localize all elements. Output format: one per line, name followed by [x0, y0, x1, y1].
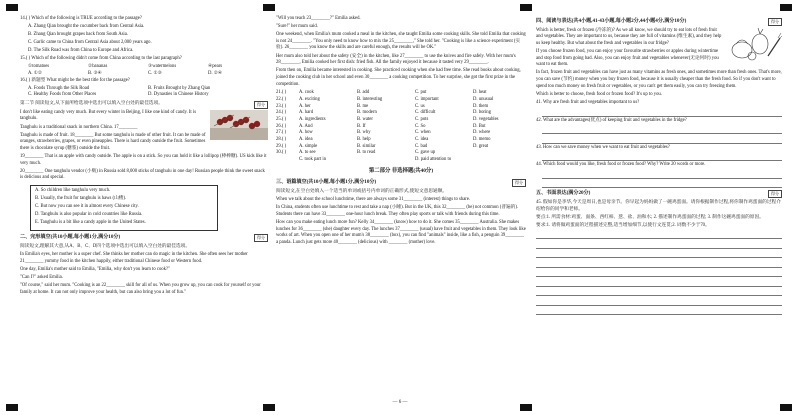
registration-mark	[520, 4, 532, 11]
option-cell: B. interesting	[357, 96, 383, 102]
q16-options-row2	[20, 92, 268, 99]
option-d: D. Dynasties in Chinese History	[148, 92, 209, 98]
question-number: 27.( )	[276, 130, 287, 136]
question-number: 22.( )	[276, 96, 287, 102]
registration-mark	[520, 404, 532, 411]
option-cell: C. gave up	[415, 150, 436, 156]
question-number: 29.( )	[276, 143, 287, 149]
passage-paragraph: In Emilia's eyes, her mother is a super chef. She thinks her mother can do magic in the kitchen. She often sees her mother 21________ yummy food in the kitchen happily, either traditional Chinese food or Western food.	[20, 252, 248, 264]
option-c: C. Healthy Foods from Other Places	[28, 92, 97, 98]
option-cell: B. similar	[357, 143, 376, 149]
item: ①tomatoes	[28, 64, 50, 70]
option-a: A. ①②	[28, 71, 43, 77]
passage-paragraph: 19________ That is an apple with candy outside. The apple is on a stick. So you can hold it like a lollipop (棒棒糖). US kids like it very much.	[20, 154, 267, 166]
item: ③watermelons	[148, 64, 177, 70]
tanghulu-photo	[210, 110, 268, 140]
cloze-options-grid	[276, 90, 526, 163]
question-number: 21.( )	[276, 90, 287, 96]
option-cell: D. where	[473, 130, 491, 136]
registration-mark	[263, 404, 275, 411]
option-cell: D. memo	[473, 136, 491, 142]
option-cell: A. simple	[299, 143, 318, 149]
section-2-header	[20, 101, 268, 108]
passage-paragraph: Tanghulu is a traditional snack in northern China. 17________	[20, 124, 138, 130]
option-cell: A. exciting	[299, 96, 320, 102]
registration-mark	[6, 4, 18, 11]
question-number	[276, 157, 299, 164]
passage-paragraph: "Will you teach 23________?" Emilia asked.	[276, 16, 361, 21]
option-cell: A. to see	[299, 150, 316, 156]
q16-options-row1	[20, 86, 268, 93]
option-e: E. Tanghulu is a bit like a candy apple in the United States.	[35, 220, 146, 226]
options-box	[30, 185, 218, 231]
registration-mark	[780, 404, 792, 411]
option-cell: C. took part in	[299, 157, 327, 162]
option-cell: D. paid attention to	[415, 157, 452, 162]
score-box: 得分	[254, 234, 268, 242]
writing-line[interactable]	[536, 250, 782, 259]
passage-paragraph: "Of course," said her mum. "Cooking is an 22________ skill for all of us. When you grow up, you can cook for yourself or your family at home. It can not only improve your health, but can also bring you a lot of fun."	[20, 282, 261, 295]
passage-paragraph: "Can I?" asked Emilia.	[20, 274, 63, 280]
writing-requirements: 要点:1. 所需食材:鸡蛋、面条、西红柿、葱、盐、油和水; 2. 描述制作鸡蛋面的过程; 3. 制作这碗鸡蛋面的原因。	[536, 214, 764, 220]
option-a: A. So children like tanghulu very much.	[35, 188, 111, 194]
passage-paragraph: "Sure!" her mum said.	[276, 24, 318, 30]
option-cell: A. cook	[299, 90, 314, 96]
item: ②bananas	[88, 64, 108, 70]
option-cell: A. her	[299, 103, 311, 109]
option-cell: B. why	[357, 130, 371, 136]
section-title: 二、完形填空(共10小题,每小题1分,满分10分)	[20, 234, 121, 241]
passage-paragraph: How can you make eating lunch more fun? Kelly 34________ (know) how to do it. She comes 35________ Australia. She makes lunches for 36________ (she) daughter every day. The lunches 37________ (usual) have fruit and vegetables in them. They look like works of art. When you open one of her mum's 38________ (box), you can find "animals" inside, like a fish, a penguin 39________ a panda. Lunch just gets more 40________ (delicious) with ________ (mother) love.	[276, 219, 526, 245]
item: ④pears	[208, 64, 223, 70]
option-cell: C. difficult	[415, 110, 436, 116]
section-title: 三、语篇填空(共10小题,每小题1分,满分10分)	[276, 179, 377, 186]
passage-paragraph: Her mum also told her about the safety (安全) in the kitchen, like 27________ to use the knives and fire safely. With her mum's 28________, Emilia cooked her first dish: fried fish. All the family enjoyed it because it tasted very 29________.	[276, 53, 516, 66]
section-title: 第二节 阅读短文,从下面所给选项中选出可以填入空白处的最佳选项。	[20, 101, 163, 107]
option-cell: B. modern	[357, 110, 377, 116]
passage-paragraph: One weekend, when Emilia's mum cooked a meal in the kitchen, she taught Emilia some cooking skills. She told Emilia that cooking is not 24________. "You only need to know how to mix the 25________," She told her. "Cooking is like a science experiment (实验). 26________ you know the skills and are careful enough, the results will be OK."	[276, 32, 526, 51]
question-43: 43. How can we save money when we want to eat fruit and vegetables?	[536, 144, 670, 150]
score-box: 得分	[512, 179, 526, 187]
option-cell: C. when	[415, 130, 431, 136]
section-3-header	[276, 179, 526, 187]
option-c: C. Garlic came to China from Central Asia about 2,000 years ago.	[28, 40, 152, 46]
question-16: 16.( ) 新题型 What might be the best title for the passage?	[20, 77, 130, 83]
option-cell: C. us	[415, 103, 425, 109]
registration-mark	[6, 404, 18, 411]
question-number: 28.( )	[276, 136, 287, 142]
option-b: B. Zhang Qian brought grapes back from South Asia.	[28, 32, 128, 38]
part-2-title: 第二部分 非选择题(共40分)	[368, 167, 434, 174]
writing-line[interactable]	[536, 240, 782, 249]
column-left	[20, 16, 268, 298]
option-cell: A. how	[299, 130, 313, 136]
passage-paragraph: From then on, Emilia became interested in cooking. She practiced cooking when she had free time. She read books about cooking, joined the cooking club in her school and even 30________ a cooking competition. To her surprise, she got the first prize in the competition.	[276, 68, 521, 87]
q15-items	[20, 64, 268, 71]
option-cell: C. put	[415, 90, 427, 96]
option-cell: B. to read	[357, 150, 376, 156]
score-box: 得分	[768, 18, 782, 26]
section-4-header	[536, 18, 782, 26]
writing-line[interactable]	[536, 231, 782, 240]
writing-prompt: 45. 假如你是李华,今天是周日,也是母亲节。你早起为妈妈做了一碗鸡蛋面。请你根据制作过程,将你制作鸡蛋面的过程介绍给你的同学和老师。	[536, 199, 781, 212]
option-cell	[473, 150, 523, 157]
passage-paragraph: One day, Emilia's mother said to Emilia, "Emilia, why don't you learn to cook?"	[20, 266, 170, 272]
section-5-header	[536, 190, 782, 198]
option-cell: C. idea	[415, 136, 429, 142]
column-middle	[276, 16, 526, 248]
passage-paragraph: I don't like eating candy very much. But every winter in Beijing, I like one kind of candy. It is tanghulu.	[20, 109, 197, 122]
passage-paragraph: In China, students often use lunchtime to rest and take a nap (小睡). But in the UK, this 32________ (be) not common (普遍的). Students there can have 33________ one-hour lunch break. They often play sports or talk with friends during this time.	[276, 205, 519, 217]
option-d: D. The Silk Road was from China to Europe and Africa.	[28, 48, 134, 54]
option-cell: A. ingredients	[299, 116, 326, 122]
option-cell: A. hard	[299, 110, 314, 116]
option-cell: B. If	[357, 123, 366, 129]
answer-line[interactable]	[542, 126, 782, 135]
answer-line[interactable]	[542, 180, 782, 189]
page-number: — 6 —	[392, 400, 408, 405]
answer-line[interactable]	[542, 135, 782, 144]
cloze-header	[20, 234, 268, 242]
question-14: 14.( ) Which of the following is TRUE according to the passage?	[20, 16, 142, 21]
option-cell: C. pots	[415, 116, 429, 122]
option-cell: A. idea	[299, 136, 313, 142]
question-15: 15.( ) Which of the following didn't come from China according to the last paragraph?	[20, 56, 182, 62]
option-cell: D. vegetables	[473, 116, 499, 122]
vegetables-illustration	[728, 26, 782, 62]
option-cell	[357, 157, 415, 164]
q15-choices	[20, 71, 268, 78]
passage-paragraph: When we talk about the school lunchtime, there are always some 31________ (interest) things to share.	[276, 197, 471, 203]
column-right	[536, 16, 782, 316]
passage-paragraph: 20________ One tanghulu vendor (小贩) in Russia sold 8,000 sticks of tanghulu in one day! Russian people think the sweet snack is delicious and special.	[20, 168, 265, 181]
option-cell: D. great	[473, 143, 489, 149]
registration-mark	[780, 4, 792, 11]
option-cell: D. them	[473, 103, 489, 109]
option-cell: B. water	[357, 116, 373, 122]
option-cell: C. important	[415, 96, 439, 102]
option-b: B. ③④	[88, 71, 102, 77]
passage-paragraph: If you choose frozen food, you can enjoy your favourite strawberries or apples during wintertime and stop food from going bad. Also, you can enjoy fruit and vegetables whenever(无论何时) you want to eat them.	[536, 49, 719, 68]
passage-paragraph: Which is better, fresh or frozen (冷冻的)? As we all know, we should try to eat lots of fresh fruit and vegetables. They are important to us, because they are full of vitamins (维生素), and they help us keep healthy. But what about the fresh and vegetables in our fridge?	[536, 27, 722, 47]
option-a: A. Foods Through the Silk Road	[28, 85, 90, 91]
option-a: A. Zhang Qian brought the cucumber back from Central Asia.	[28, 24, 145, 30]
option-cell: B. help	[357, 136, 371, 142]
question-number: 23.( )	[276, 103, 287, 109]
option-cell: C. bad	[415, 143, 428, 149]
question-number: 24.( )	[276, 110, 287, 116]
option-cell: D. But	[473, 123, 486, 129]
section-instruction: 阅读短文,理解其大意,从A、B、C、D四个选项中选出可以填入空白处的最佳选项。	[20, 244, 191, 250]
option-cell	[473, 157, 523, 164]
option-cell: B. add	[357, 90, 370, 96]
answer-line[interactable]	[542, 108, 782, 117]
passage-paragraph: Which is better to choose, fresh food or frozen food? It's up to you.	[536, 91, 662, 97]
writing-line[interactable]	[536, 259, 782, 268]
writing-notes: 要求:1. 请将做鸡蛋面的过程描述完整,适当增加细节,以使行文连贯;2. 词数不少于70。	[536, 222, 710, 228]
writing-line[interactable]	[536, 307, 782, 316]
option-cell: C. So	[415, 123, 426, 129]
answer-line[interactable]	[542, 170, 782, 179]
option-c: C. But now you can see it in almost every Chinese city.	[35, 204, 139, 210]
option-cell: D. unusual	[473, 96, 494, 102]
option-cell: D. boring	[473, 110, 491, 116]
registration-mark	[263, 4, 275, 11]
passage-paragraph: In fact, frozen fruit and vegetables can have just as many vitamins as fresh ones, and sometimes more than fresh ones. That's more, you can save (节约) money when you buy frozen food, because it is usually cheaper than the fresh food. So if you don't want to spend too much money on fresh fruit or vegetables, or you can't get them easily, you can try freezing them.	[536, 70, 782, 89]
writing-line[interactable]	[536, 288, 782, 297]
option-c: C. ①③	[148, 71, 162, 77]
option-b: B. Usually, the fruit for tanghulu is haws (山楂).	[35, 196, 127, 202]
writing-line[interactable]	[536, 269, 782, 278]
question-number: 25.( )	[276, 116, 287, 122]
option-d: D. Tanghulu is also popular in cold countries like Russia.	[35, 212, 143, 218]
question-41: 41. Why are fresh fruit and vegetables important to us?	[536, 99, 640, 105]
section-title: 五、书面表达(满分20分)	[536, 190, 591, 197]
question-44: 44. Which food would you like, fresh food or frozen food? Why? Write 20 words or more.	[536, 162, 706, 168]
section-instruction: 阅读短文,在空白处填入一个适当的单词或括号内单词的正确形式,使短文意思通顺。	[276, 189, 448, 195]
passage-paragraph: Tanghulu is made of fruit. 18________ But some tanghulu is made of other fruit. It can be made of oranges, strawberries, grapes, or even pineapples. There is hard candy outside the fruit. Sometimes there is chocolate syrup (糖浆) outside the fruit.	[20, 132, 206, 151]
option-cell: A. And	[299, 123, 313, 129]
score-box: 得分	[254, 101, 268, 109]
option-cell: D. heat	[473, 90, 487, 96]
option-d: D. ②④	[208, 71, 223, 77]
option-cell: B. me	[357, 103, 369, 109]
writing-line[interactable]	[536, 297, 782, 306]
option-b: B. Fruits Brought by Zhang Qian	[148, 85, 211, 91]
answer-line[interactable]	[542, 153, 782, 162]
question-number: 30.( )	[276, 150, 287, 156]
section-title: 四、阅读与表达(共4小题,41-43小题,每小题2分,44小题4分,满分10分)	[536, 18, 687, 24]
writing-line[interactable]	[536, 278, 782, 287]
score-box: 得分	[768, 190, 782, 198]
question-42: 42. What are the advantages(优点) of keeping fruit and vegetables in the fridge?	[536, 117, 687, 123]
question-number: 26.( )	[276, 123, 287, 129]
